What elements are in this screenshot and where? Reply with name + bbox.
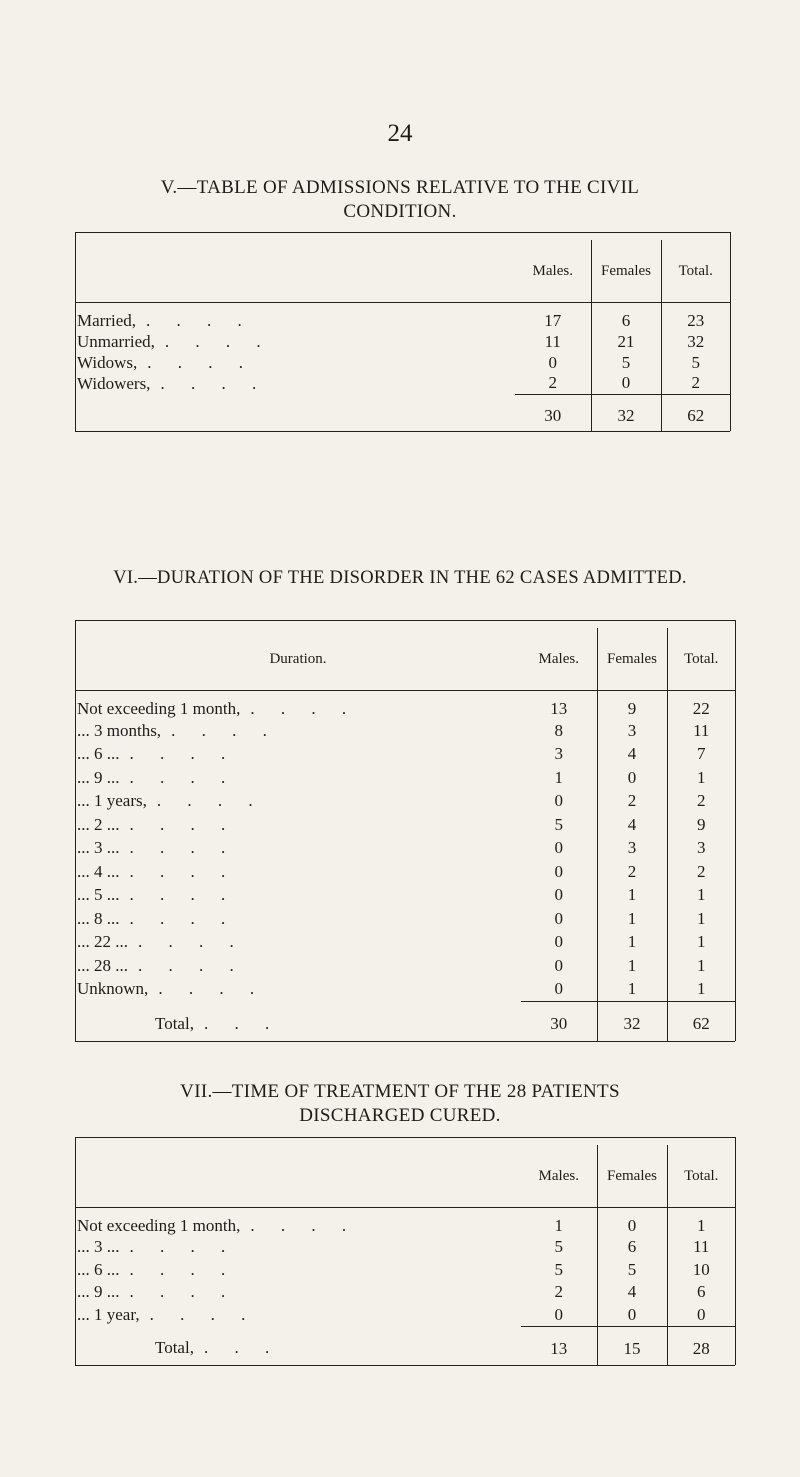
- totals-males-value: 30: [521, 1001, 597, 1041]
- table-v-females-header: Females: [591, 240, 661, 303]
- row-label-text: ... 1 years,: [77, 791, 147, 811]
- row-label-text: ... 4 ...: [77, 861, 120, 881]
- row-label-text: ... 9 ...: [77, 767, 120, 787]
- row-label-text: ... 28 ...: [77, 955, 128, 975]
- row-males-value: 2: [515, 373, 591, 394]
- table-row: [75, 743, 735, 767]
- row-total-value: 1: [697, 979, 706, 998]
- totals-males-value: 30: [515, 394, 591, 431]
- row-total-value: 7: [697, 744, 706, 764]
- row-label-text: ... 8 ...: [77, 908, 120, 928]
- leader-dots: . . . .: [138, 932, 245, 952]
- row-label: [75, 331, 515, 352]
- row-males-value: 0: [521, 860, 597, 884]
- table-row: [75, 978, 735, 1002]
- row-label: [75, 837, 521, 861]
- row-label-text: ... 3 ...: [77, 838, 120, 858]
- table-row: [75, 1281, 735, 1304]
- table-row: [75, 352, 730, 373]
- leader-dots: . . . .: [129, 744, 237, 764]
- row-total-value: 1: [697, 1216, 706, 1235]
- leader-dots: . . . .: [138, 955, 245, 975]
- leader-dots: . . . .: [129, 1259, 237, 1279]
- leader-dots: . . . .: [129, 838, 237, 858]
- row-label-text: ... 6 ...: [77, 1259, 120, 1279]
- row-females-value: 2: [597, 860, 667, 884]
- table-row: [75, 1304, 735, 1327]
- row-label-text: ... 6 ...: [77, 744, 120, 764]
- table-vi: [75, 628, 735, 1041]
- leader-dots: . . . .: [171, 720, 278, 740]
- row-males-value: 0: [521, 790, 597, 814]
- totals-label: [75, 1326, 521, 1365]
- row-females-value: 2: [597, 790, 667, 814]
- table-row: [75, 1208, 735, 1237]
- row-label: [75, 1304, 521, 1327]
- row-females-value: 0: [591, 373, 661, 394]
- totals-females-value: 15: [597, 1326, 667, 1365]
- table-vii-males-header: Males.: [521, 1145, 597, 1208]
- row-males-value: 0: [521, 978, 597, 1002]
- row-males-value: 3: [521, 743, 597, 767]
- table-vi-total-header: Total.: [667, 628, 735, 691]
- row-label-text: Not exceeding 1 month,: [77, 1216, 241, 1235]
- table-row: [75, 790, 735, 814]
- row-females-value: 4: [597, 813, 667, 837]
- row-label-text: ... 9 ...: [77, 1282, 120, 1302]
- row-total-value: 9: [697, 814, 706, 834]
- row-females-value: 6: [597, 1236, 667, 1259]
- table-vi-top-rule: [75, 620, 735, 621]
- totals-label-text: Total,: [155, 1013, 194, 1033]
- leader-dots: . . . .: [129, 767, 237, 787]
- table-vii-left-rule: [75, 1137, 76, 1365]
- row-label-text: Unknown,: [77, 979, 149, 999]
- row-females-value: 6: [591, 303, 661, 332]
- table-v-label-header: [75, 240, 515, 303]
- leader-dots: . . . .: [149, 1304, 257, 1324]
- table-vi-bottom-rule: [75, 1041, 735, 1042]
- table-row: [75, 719, 735, 743]
- row-males-value: 0: [521, 954, 597, 978]
- row-label-text: ... 2 ...: [77, 814, 120, 834]
- leader-dots: . . . .: [250, 699, 358, 718]
- row-label: [75, 719, 521, 743]
- row-total-value: 6: [697, 1282, 706, 1302]
- row-label-text: Unmarried,: [77, 331, 155, 351]
- row-females-value: 5: [591, 352, 661, 373]
- leader-dots: . . . .: [147, 352, 254, 372]
- table-vii-females-header: Females: [597, 1145, 667, 1208]
- table-vi-duration-header: Duration.: [75, 628, 521, 691]
- row-label-text: ... 3 months,: [77, 720, 162, 740]
- leader-dots: . . . .: [158, 979, 266, 999]
- row-females-value: 5: [597, 1259, 667, 1282]
- leader-dots: . . . .: [129, 814, 237, 834]
- row-total-value: 3: [697, 838, 706, 858]
- row-label: [75, 766, 521, 790]
- table-row: [75, 954, 735, 978]
- leader-dots: . . .: [203, 1338, 281, 1358]
- row-label: [75, 884, 521, 908]
- row-label-text: ... 3 ...: [77, 1237, 120, 1257]
- row-label: [75, 1208, 521, 1237]
- row-label: [75, 1236, 521, 1259]
- table-vi-title: [0, 567, 800, 590]
- row-females-value: 21: [591, 331, 661, 352]
- row-total-value: 22: [692, 699, 710, 718]
- totals-row: [75, 1001, 735, 1041]
- row-label: [75, 1259, 521, 1282]
- row-males-value: 0: [521, 1304, 597, 1327]
- row-males-value: 5: [521, 1236, 597, 1259]
- row-label: [75, 790, 521, 814]
- table-vii-title-line2: DISCHARGED CURED.: [299, 1104, 501, 1126]
- row-males-value: 11: [515, 331, 591, 352]
- table-row: [75, 766, 735, 790]
- row-total-value: 1: [697, 885, 706, 905]
- table-v-bottom-rule: [75, 431, 730, 432]
- row-total-value: 1: [697, 767, 706, 787]
- table-vi-title-line: VI.—DURATION OF THE DISORDER IN THE 62 CASES ADMITTED.: [113, 568, 687, 588]
- row-males-value: 0: [521, 931, 597, 955]
- table-vii-title: [0, 1080, 800, 1128]
- row-total-value: 0: [697, 1304, 706, 1324]
- table-row: [75, 1259, 735, 1282]
- totals-total-value: 28: [667, 1326, 735, 1365]
- row-males-value: 5: [521, 813, 597, 837]
- totals-label: [75, 394, 515, 431]
- row-label: [75, 373, 515, 394]
- row-label-text: ... 1 year,: [77, 1304, 140, 1324]
- row-total-value: 2: [697, 791, 706, 811]
- row-males-value: 0: [521, 907, 597, 931]
- row-females-value: 3: [597, 837, 667, 861]
- leader-dots: . . . .: [129, 1282, 237, 1302]
- table-row: [75, 860, 735, 884]
- table-vii-right-rule: [735, 1137, 736, 1365]
- row-females-value: 3: [597, 719, 667, 743]
- leader-dots: . . . .: [156, 791, 264, 811]
- table-vi-females-header: Females: [597, 628, 667, 691]
- table-row: [75, 1236, 735, 1259]
- row-females-value: 0: [597, 1208, 667, 1237]
- totals-total-value: 62: [667, 1001, 735, 1041]
- row-label-text: ... 22 ...: [77, 932, 128, 952]
- row-males-value: 0: [515, 352, 591, 373]
- row-label: [75, 743, 521, 767]
- table-v-males-header: Males.: [515, 240, 591, 303]
- totals-row: [75, 394, 730, 431]
- leader-dots: . . . .: [129, 908, 237, 928]
- leader-dots: . . . .: [129, 861, 237, 881]
- row-label: [75, 303, 515, 332]
- row-females-value: 1: [597, 907, 667, 931]
- table-row: [75, 907, 735, 931]
- table-v-title-line1: V.—TABLE OF ADMISSIONS RELATIVE TO THE CIVIL: [160, 177, 640, 198]
- table-v: [75, 240, 730, 431]
- table-vi-header-row: [75, 628, 735, 691]
- row-females-value: 4: [597, 1281, 667, 1304]
- row-males-value: 1: [521, 1208, 597, 1237]
- table-vii: [75, 1145, 735, 1365]
- page-number: 24: [387, 120, 413, 147]
- row-females-value: 0: [597, 1304, 667, 1327]
- totals-label: [75, 1001, 521, 1041]
- row-label: [75, 1281, 521, 1304]
- row-total-value: 1: [697, 955, 706, 975]
- row-females-value: 4: [597, 743, 667, 767]
- table-vii-title-line1: VII.—TIME OF TREATMENT OF THE 28 PATIENTS: [180, 1081, 620, 1102]
- table-row: [75, 884, 735, 908]
- table-row: [75, 813, 735, 837]
- row-males-value: 5: [521, 1259, 597, 1282]
- leader-dots: . . . .: [146, 311, 253, 330]
- row-label: [75, 978, 521, 1002]
- leader-dots: . . .: [203, 1013, 281, 1033]
- row-total-value: 2: [697, 861, 706, 881]
- row-label-text: Married,: [77, 311, 137, 330]
- table-v-left-rule: [75, 232, 76, 431]
- row-label: [75, 691, 521, 720]
- table-row: [75, 331, 730, 352]
- row-label: [75, 907, 521, 931]
- totals-females-value: 32: [591, 394, 661, 431]
- table-vi-left-rule: [75, 620, 76, 1041]
- row-females-value: 1: [597, 954, 667, 978]
- leader-dots: . . . .: [129, 885, 237, 905]
- row-label: [75, 954, 521, 978]
- table-row: [75, 303, 730, 332]
- row-label: [75, 813, 521, 837]
- row-males-value: 0: [521, 837, 597, 861]
- totals-row: [75, 1326, 735, 1365]
- table-vii-top-rule: [75, 1137, 735, 1138]
- table-v-header-row: [75, 240, 730, 303]
- row-label-text: ... 5 ...: [77, 885, 120, 905]
- row-label-text: Widows,: [77, 352, 138, 372]
- row-total-value: 1: [697, 932, 706, 952]
- row-females-value: 0: [597, 766, 667, 790]
- totals-females-value: 32: [597, 1001, 667, 1041]
- table-vii-label-header: [75, 1145, 521, 1208]
- table-v-total-header: Total.: [661, 240, 730, 303]
- row-males-value: 2: [521, 1281, 597, 1304]
- leader-dots: . . . .: [160, 373, 268, 393]
- table-v-top-rule: [75, 232, 730, 233]
- row-males-value: 0: [521, 884, 597, 908]
- table-vii-bottom-rule: [75, 1365, 735, 1366]
- totals-males-value: 13: [521, 1326, 597, 1365]
- row-males-value: 8: [521, 719, 597, 743]
- table-v-title-line2: CONDITION.: [343, 200, 457, 222]
- table-v-right-rule: [730, 232, 731, 431]
- table-vi-right-rule: [735, 620, 736, 1041]
- row-total-value: 5: [691, 352, 700, 372]
- row-label: [75, 352, 515, 373]
- row-males-value: 13: [521, 691, 597, 720]
- row-males-value: 1: [521, 766, 597, 790]
- totals-total-value: 62: [661, 394, 730, 431]
- row-total-value: 10: [692, 1259, 710, 1279]
- row-total-value: 23: [687, 311, 705, 330]
- row-total-value: 11: [693, 1237, 710, 1257]
- row-total-value: 2: [691, 373, 700, 393]
- leader-dots: . . . .: [129, 1237, 237, 1257]
- table-row: [75, 931, 735, 955]
- row-females-value: 1: [597, 978, 667, 1002]
- row-label: [75, 931, 521, 955]
- leader-dots: . . . .: [250, 1216, 358, 1235]
- row-label: [75, 860, 521, 884]
- table-vi-males-header: Males.: [521, 628, 597, 691]
- row-label-text: Not exceeding 1 month,: [77, 699, 241, 718]
- row-total-value: 32: [687, 331, 705, 351]
- leader-dots: . . . .: [164, 331, 272, 351]
- table-vii-total-header: Total.: [667, 1145, 735, 1208]
- row-total-value: 11: [693, 720, 710, 740]
- table-row: [75, 691, 735, 720]
- table-row: [75, 837, 735, 861]
- totals-label-text: Total,: [155, 1338, 194, 1358]
- table-v-title: [0, 176, 800, 224]
- row-females-value: 1: [597, 884, 667, 908]
- row-label-text: Widowers,: [77, 373, 151, 393]
- row-females-value: 1: [597, 931, 667, 955]
- row-males-value: 17: [515, 303, 591, 332]
- table-vii-header-row: [75, 1145, 735, 1208]
- row-total-value: 1: [697, 908, 706, 928]
- table-row: [75, 373, 730, 394]
- row-females-value: 9: [597, 691, 667, 720]
